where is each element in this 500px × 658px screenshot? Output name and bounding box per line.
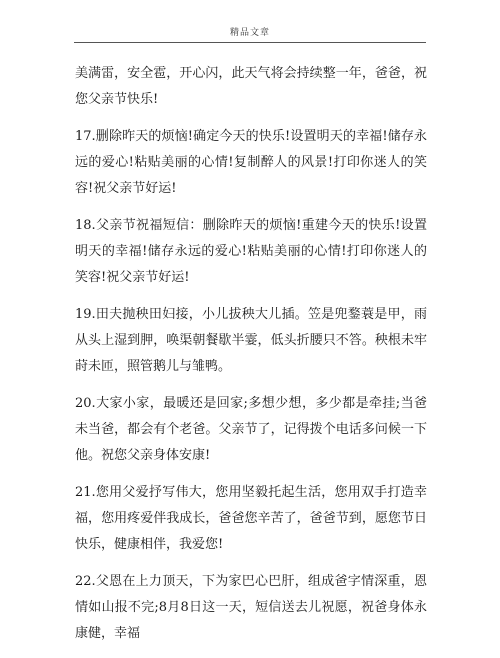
paragraph-18: 18.父亲节祝福短信：删除昨天的烦恼!重建今天的快乐!设置明天的幸福!储存永远的爱心!粘贴美丽的心情!打印你迷人的笑容!祝父亲节好运! [75,218,427,285]
page-header [74,20,426,43]
header-title: 精品文章 [229,28,270,38]
paragraph-intro: 美满雷，安全雹，开心闪，此天气将会持续整一年，爸爸，祝您父亲节快乐! [75,66,427,107]
paragraph-17: 17.删除昨天的烦恼!确定今天的快乐!设置明天的幸福!储存永远的爱心!粘贴美丽的心情!复制醉人的风景!打印你迷人的笑容!祝父亲节好运! [75,129,427,196]
paragraph-20: 20.大家小家，最暖还是回家;多想少想，多少都是牵挂;当爸未当爸，都会有个老爸。父亲节了，记得拨个电话多问候一下他。祝您父亲身体安康! [75,396,427,463]
article-body [75,61,427,658]
paragraph-22: 22.父恩在上力顶天，下为家巴心巴肝，组成爸字情深重，恩情如山报不完;8月8日这一天，短信送去儿祝愿，祝爸身体永康健，幸福 [75,574,427,641]
paragraph-19: 19.田夫抛秧田妇接，小儿拔秧大儿插。笠是兜鍪蓑是甲，雨从头上湿到胛，唤渠朝餐歇半霎，低头折腰只不答。秧根未牢莳未匝，照管鹅儿与雏鸭。 [75,307,427,374]
paragraph-21: 21.您用父爱抒写伟大，您用坚毅托起生活，您用双手打造幸福，您用疼爱伴我成长，爸爸您辛苦了，爸爸节到，愿您节日快乐，健康相伴，我爱您! [75,485,427,552]
